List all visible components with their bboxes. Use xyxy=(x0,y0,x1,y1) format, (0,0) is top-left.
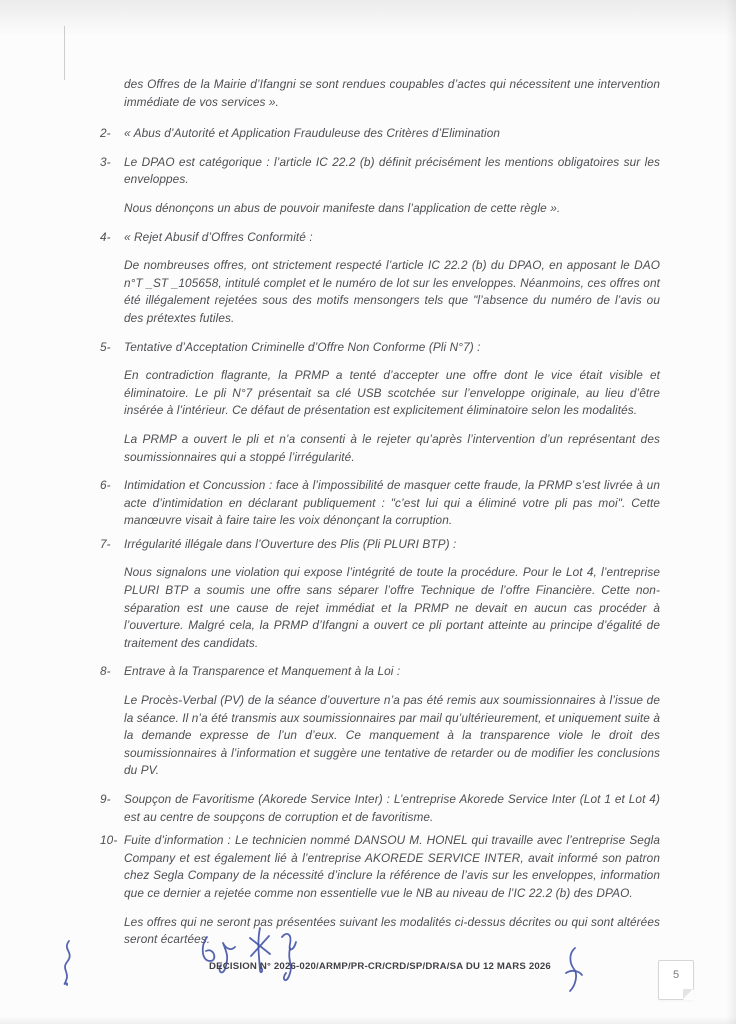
list-item xyxy=(100,663,660,791)
list-item xyxy=(100,339,660,478)
item-number: 5- xyxy=(100,339,111,354)
item-title: Irrégularité illégale dans l’Ouverture des Plis (Pli PLURI BTP) : xyxy=(124,536,457,551)
item-paragraph: De nombreuses offres, ont strictement respecté l’article IC 22.2 (b) du DPAO, en apposant le DAO n°T _ST _105658, intitulé complet et le numéro de lot sur les enveloppes. Néanmoins, ces offres ont été illégalement rejetées sous des motifs mensongers tels que "l’absence du numéro de l’avis ou des prétextes futiles. xyxy=(124,258,660,325)
item-paragraph: Nous signalons une violation qui expose l’intégrité de toute la procédure. Pour le Lot 4, l’entreprise PLURI BTP a soumis une offre sans séparer l’offre Technique de l’offre Financière. Cette non-séparation est une cause de rejet immédiat et la PRMP ne devait en aucun cas procéder à l’ouverture. Malgré cela, la PRMP d’Ifangni a ouvert ce pli portant atteinte au principe d’égalité de traitement des candidats. xyxy=(124,565,660,650)
item-title: Soupçon de Favoritisme (Akorede Service Inter) : L’entreprise Akorede Service Inter (Lot 1 et Lot 4) est au centre de soupçons de corruption et de favoritisme. xyxy=(124,792,660,824)
list-item xyxy=(100,125,660,154)
item-number: 8- xyxy=(100,664,111,679)
intro-paragraph: des Offres de la Mairie d’Ifangni se sont rendues coupables d’actes qui nécessitent une intervention immédiate de vos services ». xyxy=(124,77,660,109)
list-item xyxy=(100,791,660,832)
page-number-badge xyxy=(658,960,694,1000)
scan-shadow-top xyxy=(0,0,736,36)
list-item xyxy=(100,154,660,229)
item-number: 3- xyxy=(100,154,111,169)
item-title: « Abus d’Autorité et Application Frauduleuse des Critères d’Elimination xyxy=(124,126,501,141)
item-title: Tentative d’Acceptation Criminelle d’Offre Non Conforme (Pli N°7) : xyxy=(124,339,481,354)
item-number: 7- xyxy=(100,536,111,551)
item-number: 9- xyxy=(100,792,111,806)
item-title: Entrave à la Transparence et Manquement à la Loi : xyxy=(124,664,401,679)
footer-decision-line: DECISION N° 2026-020/ARMP/PR-CR/CRD/SP/DRA/SA DU 12 MARS 2026 xyxy=(209,961,551,972)
list-item xyxy=(100,536,660,664)
item-number: 2- xyxy=(100,126,111,141)
item-number: 6- xyxy=(100,478,111,493)
item-paragraph: Le Procès-Verbal (PV) de la séance d’ouverture n’a pas été remis aux soumissionnaires à l’issue de la séance. Il n’a été transmis aux soumissionnaires par mail qu’ultérieurement, et uniquement suite à la demande expresse de l’un d’eux. Ce manquement à la transparence viole le droit des soumissionnaires à l’information et suggère une tentative de retarder ou de modifier les conclusions du PV. xyxy=(124,693,660,778)
item-title: Le DPAO est catégorique : l’article IC 22.2 (b) définit précisément les mentions obligatoires sur les enveloppes. xyxy=(124,154,660,187)
item-number: 4- xyxy=(100,229,111,244)
item-number: 10- xyxy=(100,833,118,848)
item-paragraph: La PRMP a ouvert le pli et n’a consenti à le rejeter qu’après l’intervention d’un représentant des soumissionnaires qui a stoppé l’irrégularité. xyxy=(124,431,660,464)
scan-shadow-right xyxy=(726,0,736,1024)
list-item xyxy=(100,477,660,536)
item-title: « Rejet Abusif d’Offres Conformité : xyxy=(124,229,313,244)
page-number: 5 xyxy=(672,969,680,981)
item-paragraph: En contradiction flagrante, la PRMP a tenté d’accepter une offre dont le vice était visible et éliminatoire. Le pli N°7 présentait sa clé USB scotchée sur l’enveloppe originale, au lieu d’être insérée à l’intérieur. Ce défaut de présentation est explicitement éliminatoire selon les modalités. xyxy=(124,368,660,418)
item-paragraph: Nous dénonçons un abus de pouvoir manifeste dans l’application de cette règle ». xyxy=(124,200,561,215)
paper-fold-line xyxy=(64,26,65,80)
item-paragraph: Les offres qui ne seront pas présentées suivant les modalités ci-dessus décrites ou qui sont altérées seront écartées. xyxy=(124,914,660,947)
list-item xyxy=(100,832,660,960)
document-body xyxy=(100,76,660,960)
item-title: Fuite d’information : Le technicien nommé DANSOU M. HONEL qui travaille avec l’entreprise Segla Company et est également lié à l’entreprise AKOREDE SERVICE INTER, avait informé son patron chez Segla Company de la nécessité d’inclure la référence de l’avis sur les enveloppes, information que ce dernier a rejetée comme non essentielle vue le NB au niveau de l’IC 22.2 (b) des DPAO. xyxy=(124,833,660,900)
scan-shadow-bottom xyxy=(0,1016,736,1024)
list-item xyxy=(100,229,660,339)
item-title: Intimidation et Concussion : face à l’impossibilité de masquer cette fraude, la PRMP s’est livrée à un acte d’intimidation en déclarant publiquement : "c’est lui qui a éliminé votre pli pas moi". Cette manœuvre visait à faire taire les voix dénonçant la corruption. xyxy=(124,478,660,528)
